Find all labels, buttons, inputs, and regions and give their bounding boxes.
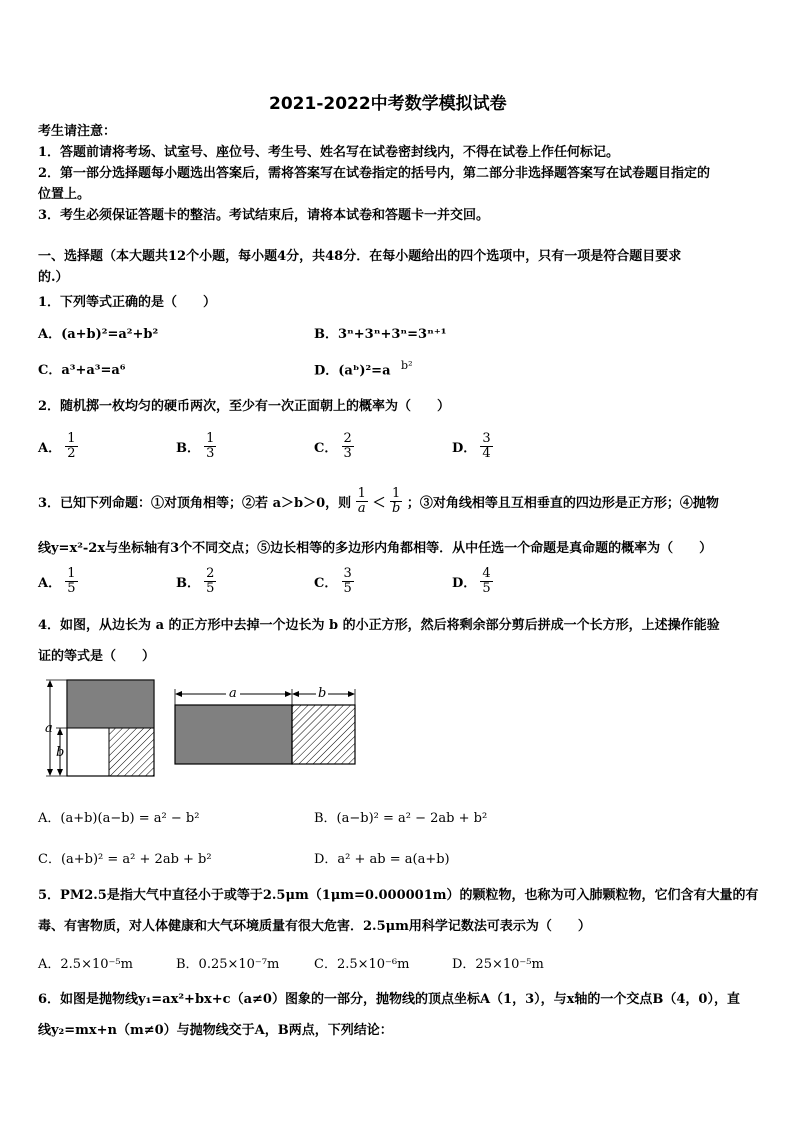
q3-f2-den: b — [392, 501, 401, 516]
q2-option-c-label: C． — [314, 441, 338, 456]
q4-fig-right-a-label: a — [229, 686, 237, 701]
q2-option-a — [38, 432, 78, 461]
q4-option-c: C．(a+b)² = a² + 2ab + b² — [38, 852, 212, 867]
q1-stem: 1．下列等式正确的是（ ） — [38, 295, 217, 310]
q3-option-a-label: A． — [38, 576, 62, 591]
q1-option-c: C．a³+a³=a⁶ — [38, 363, 126, 378]
q4-stem-line2: 证的等式是（ ） — [38, 649, 156, 664]
q2-b-den: 3 — [206, 446, 215, 461]
notice-item-1: 1．答题前请将考场、试室号、座位号、考生号、姓名写在试卷密封线内，不得在试卷上作任何标记。 — [38, 145, 620, 160]
q3-option-b-label: B． — [176, 576, 200, 591]
q3-option-d — [452, 567, 493, 596]
q4-stem-line1: 4．如图，从边长为 a 的正方形中去掉一个边长为 b 的小正方形，然后将剩余部分剪后拼成一个长方形，上述操作能验 — [38, 618, 720, 633]
q2-option-d-fraction — [480, 432, 492, 461]
q4-option-a: A．(a+b)(a−b) = a² − b² — [38, 811, 200, 826]
q4-rect-shaded — [175, 705, 292, 764]
q5-option-c: C．2.5×10⁻⁶m — [314, 957, 410, 972]
q3-option-d-fraction — [480, 567, 492, 596]
q4-fig-left-a-label: a — [45, 721, 53, 736]
section-heading-line1: 一、选择题（本大题共12个小题，每小题4分，共48分．在每小题给出的四个选项中，只有一项是符合题目要求 — [38, 249, 682, 264]
q2-option-d-label: D． — [452, 441, 477, 456]
q2-option-d — [452, 432, 493, 461]
q1-option-b: B．3ⁿ+3ⁿ+3ⁿ=3ⁿ⁺¹ — [314, 327, 447, 342]
q3-d-num: 4 — [482, 566, 491, 581]
section-heading-line2: 的.） — [38, 270, 69, 285]
q1-option-a: A．(a+b)²=a²+b² — [38, 327, 159, 342]
q4-square-hatched — [109, 728, 154, 776]
q3-option-b-fraction — [204, 567, 216, 596]
q2-d-num: 3 — [482, 431, 491, 446]
q4-fig-left-b-label: b — [56, 745, 65, 760]
q2-a-den: 2 — [67, 446, 76, 461]
q3-option-c-label: C． — [314, 576, 338, 591]
q3-f1-den: a — [357, 501, 366, 516]
q2-c-num: 2 — [343, 431, 352, 446]
q4-fig-right-b-label: b — [318, 686, 327, 701]
q6-stem-line1: 6．如图是抛物线y₁=ax²+bx+c（a≠0）图象的一部分，抛物线的顶点坐标A（1，3），与x轴的一个交点B（4，0），直 — [38, 992, 740, 1007]
notice-item-3: 3．考生必须保证答题卡的整洁。考试结束后，请将本试卷和答题卡一并交回。 — [38, 208, 490, 223]
q2-b-num: 1 — [206, 431, 215, 446]
q1-option-d — [314, 359, 412, 378]
q2-a-num: 1 — [67, 431, 76, 446]
q4-option-b: B．(a−b)² = a² − 2ab + b² — [314, 811, 488, 826]
q3-c-num: 3 — [343, 566, 352, 581]
q4-rect-hatched — [292, 705, 355, 764]
q2-d-den: 4 — [482, 446, 491, 461]
q3-stem-line1 — [38, 487, 719, 516]
q3-stem-post: ；③对角线相等且互相垂直的四边形是正方形；④抛物 — [406, 496, 719, 511]
q1-option-d-exponent: b² — [401, 359, 413, 372]
q3-c-den: 5 — [343, 581, 352, 596]
q3-option-b — [176, 567, 216, 596]
q2-option-a-label: A． — [38, 441, 62, 456]
q4-option-d: D．a² + ab = a(a+b) — [314, 852, 450, 867]
q3-option-c — [314, 567, 354, 596]
q2-option-b-fraction — [204, 432, 216, 461]
q3-fraction-2 — [390, 487, 402, 516]
q3-fraction-1 — [356, 487, 368, 516]
q3-a-num: 1 — [67, 566, 76, 581]
q3-b-num: 2 — [206, 566, 215, 581]
page-title: 2021-2022中考数学模拟试卷 — [269, 94, 507, 114]
q2-option-c-fraction — [342, 432, 354, 461]
q5-option-a: A．2.5×10⁻⁵m — [38, 957, 133, 972]
q4-figure — [40, 676, 370, 781]
q5-stem-line1: 5．PM2.5是指大气中直径小于或等于2.5μm（1μm=0.000001m）的颗粒物，也称为可入肺颗粒物，它们含有大量的有 — [38, 888, 759, 903]
q3-b-den: 5 — [206, 581, 215, 596]
q2-option-a-fraction — [65, 432, 77, 461]
q1-option-d-base: D．(aᵇ)²=a — [314, 363, 391, 379]
q2-option-c — [314, 432, 354, 461]
q5-stem-line2: 毒、有害物质，对人体健康和大气环境质量有很大危害．2.5μm用科学记数法可表示为（ ） — [38, 919, 591, 934]
q3-d-den: 5 — [482, 581, 491, 596]
q6-stem-line2: 线y₂=mx+n（m≠0）与抛物线交于A，B两点，下列结论： — [38, 1023, 393, 1038]
notice-item-2-cont: 位置上。 — [38, 187, 91, 202]
notice-item-2: 2．第一部分选择题每小题选出答案后，需将答案写在试卷指定的括号内，第二部分非选择题答案写在试卷题目指定的 — [38, 166, 711, 181]
q3-f2-num: 1 — [390, 487, 402, 502]
notice-heading: 考生请注意： — [38, 124, 117, 139]
q3-option-a — [38, 567, 78, 596]
q3-stem-line2: 线y=x²-2x与坐标轴有3个不同交点；⑤边长相等的多边形内角都相等．从中任选一个命题是真命题的概率为（ ） — [38, 541, 713, 556]
q3-f1-num: 1 — [357, 486, 366, 501]
q3-less-than: ＜ — [372, 496, 386, 511]
q3-option-d-label: D． — [452, 576, 477, 591]
q5-option-b: B．0.25×10⁻⁷m — [176, 957, 280, 972]
q2-option-b — [176, 432, 216, 461]
q2-option-b-label: B． — [176, 441, 200, 456]
q3-stem-pre: 3．已知下列命题：①对顶角相等；②若 a＞b＞0，则 — [38, 496, 352, 511]
q3-option-a-fraction — [65, 567, 77, 596]
q3-option-c-fraction — [342, 567, 354, 596]
q2-stem: 2．随机掷一枚均匀的硬币两次，至少有一次正面朝上的概率为（ ） — [38, 399, 451, 414]
q4-square-shaded-top — [67, 680, 154, 728]
q5-option-d: D．25×10⁻⁵m — [452, 957, 544, 972]
q2-c-den: 3 — [343, 446, 352, 461]
q3-a-den: 5 — [67, 581, 76, 596]
